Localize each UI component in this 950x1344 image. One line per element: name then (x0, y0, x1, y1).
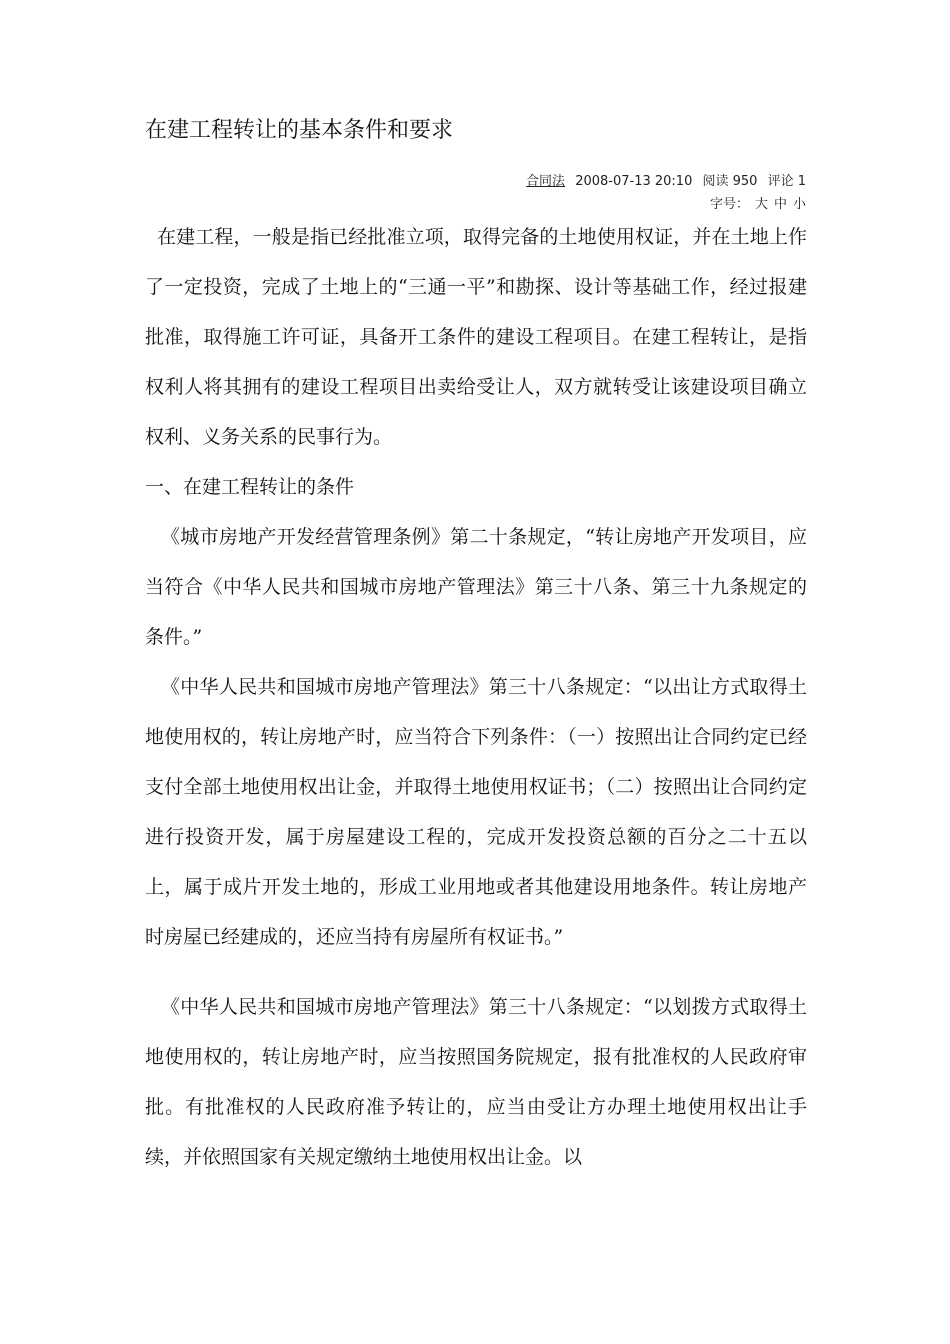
comment-count[interactable]: 评论 1 (767, 174, 806, 189)
read-count: 阅读 950 (702, 174, 758, 189)
font-size-label: 字号： (709, 197, 749, 212)
paragraph-article-38-transfer: 《中华人民共和国城市房地产管理法》第三十八条规定：“以出让方式取得土地使用权的，转让房地产时，应当符合下列条件：（一）按照出让合同约定已经支付全部土地使用权出让金，并取得土地使用权证书；（二）按照出让合同约定进行投资开发，属于房屋建设工程的，完成开发投资总额的百分之二十五以上，属于成片开发土地的，形成工业用地或者其他建设用地条件。转让房地产时房屋已经建成的，还应当持有房屋所有权证书。” (145, 676, 807, 948)
paragraph-article-38-allocation: 《中华人民共和国城市房地产管理法》第三十八条规定：“以划拨方式取得土地使用权的，转让房地产时，应当按照国务院规定，报有批准权的人民政府审批。有批准权的人民政府准予转让的，应当由受让方办理土地使用权出让手续，并依照国家有关规定缴纳土地使用权出让金。以 (145, 996, 807, 1168)
source-link[interactable]: 合同法 (526, 174, 566, 189)
article-meta (526, 170, 806, 189)
font-size-medium-option[interactable]: 中 (773, 197, 787, 212)
paragraph-regulation: 《城市房地产开发经营管理条例》第二十条规定，“转让房地产开发项目，应当符合《中华人民共和国城市房地产管理法》第三十八条、第三十九条规定的条件。” (145, 526, 807, 648)
article-body (145, 212, 807, 1182)
font-size-small-option[interactable]: 小 (792, 197, 806, 212)
publish-datetime: 2008-07-13 20:10 (575, 174, 693, 189)
paragraph-definition: 在建工程，一般是指已经批准立项，取得完备的土地使用权证，并在土地上作了一定投资，完成了土地上的“三通一平”和勘探、设计等基础工作，经过报建批准，取得施工许可证，具备开工条件的建设工程项目。在建工程转让，是指权利人将其拥有的建设工程项目出卖给受让人，双方就转受让该建设项目确立权利、义务关系的民事行为。 (145, 226, 807, 448)
page-title: 在建工程转让的基本条件和要求 (145, 118, 454, 143)
font-size-selector (710, 193, 806, 212)
section-heading: 一、在建工程转让的条件 (145, 476, 355, 498)
font-size-large-option[interactable]: 大 (754, 197, 768, 212)
